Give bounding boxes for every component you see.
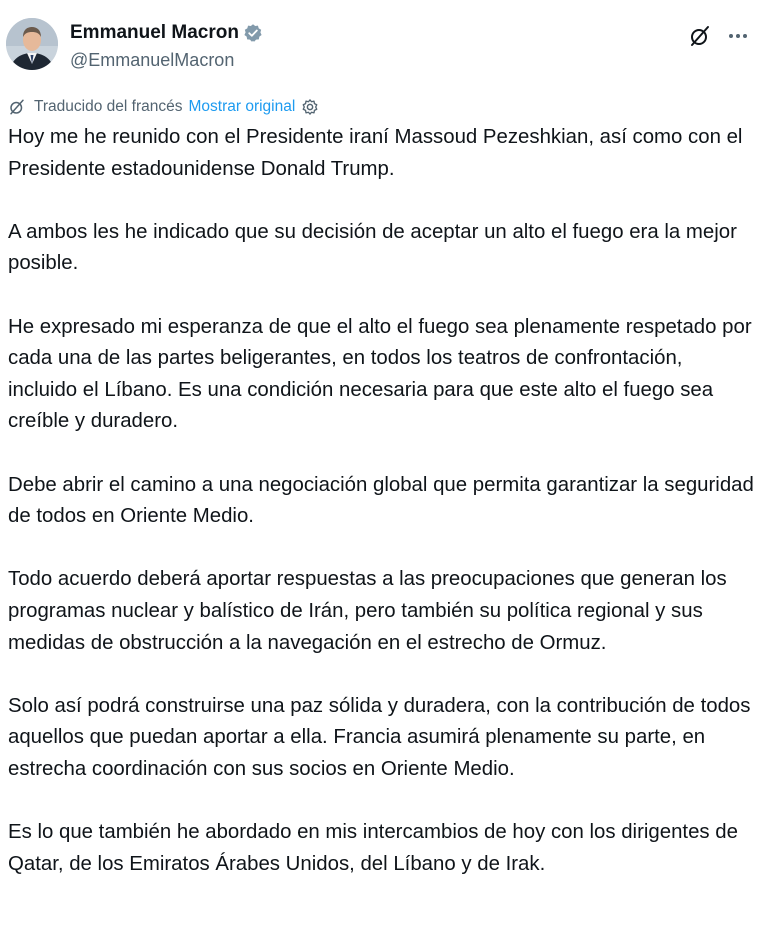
tweet-paragraph: He expresado mi esperanza de que el alto el fuego sea plenamente respetado por cada una de las partes beligerantes, en todos los teatros de confrontación, incluido el Líbano. Es una condición necesaria para que este alto el fuego sea creíble y duradero. <box>8 315 752 433</box>
author-handle[interactable]: @EmmanuelMacron <box>70 50 235 70</box>
translate-icon <box>8 98 26 116</box>
tweet-paragraph: Solo así podrá construirse una paz sólida y duradera, con la contribución de todos aquellos que puedan aportar a ella. Francia asumirá plenamente su parte, en estrecha coordinación con sus socios en Oriente Medio. <box>8 694 751 780</box>
verified-badge-icon <box>243 23 263 43</box>
tweet-paragraph: A ambos les he indicado que su decisión de aceptar un alto el fuego era la mejor posible. <box>8 220 737 275</box>
avatar[interactable] <box>6 18 58 70</box>
tweet-paragraph: Todo acuerdo deberá aportar respuestas a las preocupaciones que generan los programas nuclear y balístico de Irán, pero también su política regional y sus medidas de obstrucción a la navegación en el estrecho de Ormuz. <box>8 568 727 654</box>
author-display-name[interactable]: Emmanuel Macron <box>70 22 239 43</box>
tweet-paragraph: Debe abrir el camino a una negociación global que permita garantizar la seguridad de todos en Oriente Medio. <box>8 473 754 528</box>
translation-notice <box>8 96 319 118</box>
more-options-icon[interactable] <box>724 22 752 50</box>
show-original-link[interactable]: Mostrar original <box>188 98 296 115</box>
grok-icon[interactable] <box>686 22 714 50</box>
tweet-header <box>6 18 754 74</box>
translated-from-label: Traducido del francés <box>34 98 183 115</box>
author-info <box>70 20 263 71</box>
tweet-paragraph: Es lo que también he abordado en mis intercambios de hoy con los dirigentes de Qatar, de los Emiratos Árabes Unidos, del Líbano y de Irak. <box>8 821 738 875</box>
gear-icon[interactable] <box>301 98 319 116</box>
tweet-text <box>8 122 756 880</box>
tweet-paragraph: Hoy me he reunido con el Presidente iraní Massoud Pezeshkian, así como con el Presidente estadounidense Donald Trump. <box>8 126 743 180</box>
